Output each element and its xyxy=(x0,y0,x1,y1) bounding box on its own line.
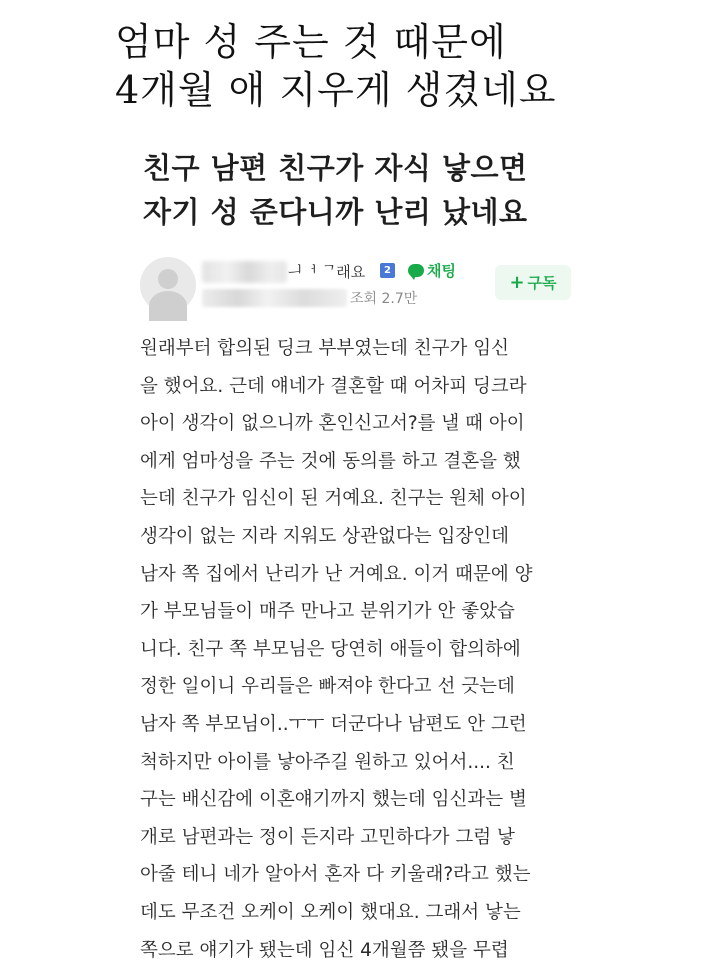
avatar-body-shape xyxy=(149,291,187,321)
body-line: 남자 쪽 부모님이..ㅜㅜ 더군다나 남편도 안 그런 xyxy=(140,706,580,744)
body-line: 구는 배신감에 이혼얘기까지 했는데 임신과는 별 xyxy=(140,781,580,819)
level-badge: 2 xyxy=(380,263,395,278)
author-name[interactable]: ᅴᅥ ᄀ래요 xyxy=(288,261,365,282)
headline xyxy=(115,18,557,114)
body-line: 을 했어요. 근데 얘네가 결혼할 때 어차피 딩크라 xyxy=(140,368,580,406)
body-line: 데도 무조건 오케이 오케이 했대요. 그래서 낳는 xyxy=(140,894,580,932)
subscribe-label: 구독 xyxy=(528,272,557,293)
headline-line-1: 엄마 성 주는 것 때문에 xyxy=(115,20,507,64)
plus-icon: + xyxy=(509,272,524,293)
body-line: 에게 엄마성을 주는 것에 동의를 하고 결혼을 했 xyxy=(140,443,580,481)
post-body xyxy=(140,330,580,969)
body-line: 니다. 친구 쪽 부모님은 당연히 애들이 합의하에 xyxy=(140,631,580,669)
blurred-post-meta xyxy=(202,289,347,307)
body-line: 아줄 테니 네가 알아서 혼자 다 키울래?라고 했는 xyxy=(140,856,580,894)
body-line: 쪽으로 얘기가 됐는데 임신 4개월쯤 됐을 무렵 xyxy=(140,932,580,969)
post-title-line-1: 친구 남편 친구가 자식 낳으면 xyxy=(143,146,528,190)
body-line: 남자 쪽 집에서 난리가 난 거예요. 이거 때문에 양 xyxy=(140,556,580,594)
post-title xyxy=(143,146,528,234)
chat-label: 채팅 xyxy=(427,260,456,281)
avatar[interactable] xyxy=(140,257,196,313)
view-count: 조회 2.7만 xyxy=(350,288,417,308)
subscribe-button[interactable] xyxy=(495,265,571,300)
body-line: 아이 생각이 없으니까 혼인신고서?를 낼 때 아이 xyxy=(140,405,580,443)
body-line: 생각이 없는 지라 지워도 상관없다는 입장인데 xyxy=(140,518,580,556)
post-title-line-2: 자기 성 준다니까 난리 났네요 xyxy=(143,190,528,234)
blurred-author-name xyxy=(202,261,287,283)
avatar-head-shape xyxy=(158,269,178,289)
body-line: 원래부터 합의된 딩크 부부였는데 친구가 임신 xyxy=(140,330,580,368)
headline-line-2: 4개월 애 지우게 생겼네요 xyxy=(115,66,557,114)
chat-button[interactable] xyxy=(408,259,456,281)
body-line: 개로 남편과는 정이 든지라 고민하다가 그럼 낳 xyxy=(140,819,580,857)
body-line: 정한 일이니 우리들은 빠져야 한다고 선 긋는데 xyxy=(140,668,580,706)
body-line: 는데 친구가 임신이 된 거예요. 친구는 원체 아이 xyxy=(140,480,580,518)
body-line: 척하지만 아이를 낳아주길 원하고 있어서.... 친 xyxy=(140,744,580,782)
chat-bubble-icon xyxy=(408,264,424,277)
body-line: 가 부모님들이 매주 만나고 분위기가 안 좋았습 xyxy=(140,593,580,631)
